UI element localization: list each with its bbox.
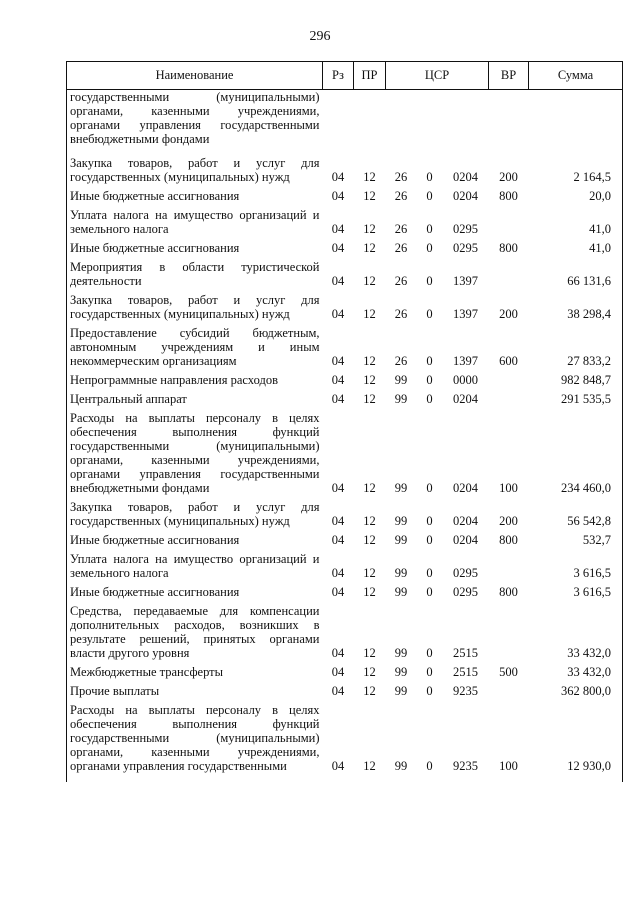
page-number: 296: [309, 29, 331, 44]
row-name: Иные бюджетные ассигнования: [67, 533, 323, 552]
row-rz: 04: [331, 189, 345, 203]
row-csr-program: 99: [394, 665, 408, 679]
row-sum: 3 616,5: [529, 585, 623, 604]
row-sum: 20,0: [529, 189, 623, 208]
row-name: Центральный аппарат: [67, 392, 323, 411]
row-vr: 200: [499, 170, 518, 184]
row-csr-code: 0295: [453, 585, 478, 599]
row-pr: 12: [363, 566, 376, 580]
row-vr: [489, 260, 529, 293]
row-csr-program: 99: [394, 392, 408, 406]
row-sum: 3 616,5: [529, 552, 623, 585]
row-rz: 04: [331, 392, 345, 406]
row-csr-program: 99: [394, 533, 408, 547]
row-pr: 12: [363, 759, 376, 773]
row-name: Расходы на выплаты персоналу в целях обеспечения выполнения функций государственными (муниципальными) органами, казенными учреждениями, органами управления государственными: [67, 703, 323, 782]
row-pr: [354, 90, 386, 157]
row-csr-program: 99: [394, 684, 408, 698]
row-vr: [489, 90, 529, 157]
row-name: Мероприятия в области туристической деятельности: [67, 260, 323, 293]
row-vr: [489, 552, 529, 585]
row-vr: 200: [499, 307, 518, 321]
row-vr: 800: [499, 585, 518, 599]
row-csr-subprogram: 0: [426, 533, 433, 547]
header-sum: Сумма: [529, 62, 623, 90]
row-name: Иные бюджетные ассигнования: [67, 241, 323, 260]
row-name: Межбюджетные трансферты: [67, 665, 323, 684]
row-csr-code: 1397: [453, 354, 478, 368]
table-row: [67, 703, 623, 782]
row-csr-program: 26: [394, 354, 408, 368]
row-sum: [529, 90, 623, 157]
row-csr-code: 0295: [453, 566, 478, 580]
row-rz: 04: [331, 684, 345, 698]
row-sum: 38 298,4: [529, 293, 623, 326]
row-sum: 12 930,0: [529, 703, 623, 782]
row-csr-subprogram: 0: [426, 585, 433, 599]
table-row: [67, 684, 623, 703]
row-vr: 100: [499, 481, 518, 495]
row-rz: 04: [331, 585, 345, 599]
row-sum: 27 833,2: [529, 326, 623, 373]
row-csr-subprogram: 0: [426, 684, 433, 698]
table-row: [67, 665, 623, 684]
row-rz: 04: [331, 222, 345, 236]
row-rz: 04: [331, 373, 345, 387]
row-csr-subprogram: [417, 90, 443, 157]
row-rz: 04: [331, 354, 345, 368]
table-body: [67, 90, 623, 783]
header-csr: ЦСР: [386, 62, 489, 90]
row-rz: 04: [331, 241, 345, 255]
row-csr-code: [443, 90, 489, 157]
row-csr-subprogram: 0: [426, 566, 433, 580]
row-name: Закупка товаров, работ и услуг для государственных (муниципальных) нужд: [67, 293, 323, 326]
row-sum: 33 432,0: [529, 665, 623, 684]
row-csr-code: 0204: [453, 392, 478, 406]
row-csr-program: 99: [394, 514, 408, 528]
row-sum: 56 542,8: [529, 500, 623, 533]
row-name: государственными (муниципальными) органами, казенными учреждениями, органами управления государственными внебюджетными фондами: [67, 90, 323, 157]
row-vr: [489, 604, 529, 665]
row-csr-program: 26: [394, 241, 408, 255]
row-csr-program: 26: [394, 170, 408, 184]
row-csr-program: 99: [394, 585, 408, 599]
row-pr: 12: [363, 481, 376, 495]
row-rz: 04: [331, 307, 345, 321]
row-csr-code: 1397: [453, 307, 478, 321]
row-csr-code: 0295: [453, 241, 478, 255]
header-rz: Рз: [323, 62, 354, 90]
row-sum: 41,0: [529, 208, 623, 241]
table-row: [67, 604, 623, 665]
header-pr: ПР: [354, 62, 386, 90]
row-rz: 04: [331, 646, 345, 660]
row-name: Иные бюджетные ассигнования: [67, 585, 323, 604]
row-sum: 291 535,5: [529, 392, 623, 411]
header-vr: ВР: [489, 62, 529, 90]
row-vr: [489, 684, 529, 703]
row-name: Уплата налога на имущество организаций и земельного налога: [67, 208, 323, 241]
table-row: [67, 392, 623, 411]
row-csr-program: 26: [394, 274, 408, 288]
row-vr: 800: [499, 533, 518, 547]
row-vr: 800: [499, 189, 518, 203]
table-row: [67, 189, 623, 208]
row-vr: 800: [499, 241, 518, 255]
row-csr-program: 99: [394, 646, 408, 660]
row-csr-program: 99: [394, 566, 408, 580]
row-csr-program: [386, 90, 417, 157]
row-vr: [489, 373, 529, 392]
table-row: [67, 241, 623, 260]
row-csr-program: 26: [394, 189, 408, 203]
row-csr-subprogram: 0: [426, 189, 433, 203]
row-name: Предоставление субсидий бюджетным, автономным учреждениям и иным некоммерческим организациям: [67, 326, 323, 373]
row-pr: 12: [363, 241, 376, 255]
row-pr: 12: [363, 373, 376, 387]
row-csr-subprogram: 0: [426, 170, 433, 184]
row-name: Расходы на выплаты персоналу в целях обеспечения выполнения функций государственными (муниципальными) органами, казенными учреждениями, органами управления государственными внебюджетными фондами: [67, 411, 323, 500]
row-vr: [489, 208, 529, 241]
row-sum: 362 800,0: [529, 684, 623, 703]
row-name: Закупка товаров, работ и услуг для государственных (муниципальных) нужд: [67, 156, 323, 189]
row-vr: 100: [499, 759, 518, 773]
row-csr-subprogram: 0: [426, 241, 433, 255]
row-csr-code: 0204: [453, 170, 478, 184]
table-row: [67, 411, 623, 500]
row-name: Уплата налога на имущество организаций и земельного налога: [67, 552, 323, 585]
row-csr-code: 0000: [453, 373, 478, 387]
row-csr-code: 0204: [453, 189, 478, 203]
row-csr-code: 9235: [453, 759, 478, 773]
row-rz: 04: [331, 170, 345, 184]
row-csr-code: 0204: [453, 514, 478, 528]
row-name: Прочие выплаты: [67, 684, 323, 703]
table-header-row: [67, 62, 623, 90]
row-sum: 41,0: [529, 241, 623, 260]
row-rz: 04: [331, 566, 345, 580]
budget-table: [66, 61, 623, 782]
table-row: [67, 533, 623, 552]
row-csr-subprogram: 0: [426, 274, 433, 288]
header-name: Наименование: [67, 62, 323, 90]
row-csr-code: 9235: [453, 684, 478, 698]
row-csr-subprogram: 0: [426, 373, 433, 387]
row-csr-program: 99: [394, 481, 408, 495]
table-row: [67, 326, 623, 373]
table-row: [67, 585, 623, 604]
row-rz: 04: [331, 759, 345, 773]
row-csr-subprogram: 0: [426, 222, 433, 236]
row-csr-code: 0204: [453, 481, 478, 495]
row-pr: 12: [363, 392, 376, 406]
row-sum: 2 164,5: [529, 156, 623, 189]
row-csr-code: 1397: [453, 274, 478, 288]
row-vr: 200: [499, 514, 518, 528]
row-csr-subprogram: 0: [426, 354, 433, 368]
row-name: Непрограммные направления расходов: [67, 373, 323, 392]
row-pr: 12: [363, 585, 376, 599]
row-vr: [489, 392, 529, 411]
row-pr: 12: [363, 533, 376, 547]
row-csr-subprogram: 0: [426, 514, 433, 528]
row-rz: 04: [331, 514, 345, 528]
row-csr-code: 0295: [453, 222, 478, 236]
table-row: [67, 260, 623, 293]
table-row: [67, 90, 623, 157]
row-name: Иные бюджетные ассигнования: [67, 189, 323, 208]
row-csr-code: 2515: [453, 665, 478, 679]
row-pr: 12: [363, 170, 376, 184]
row-csr-subprogram: 0: [426, 307, 433, 321]
row-csr-program: 26: [394, 307, 408, 321]
row-rz: 04: [331, 481, 345, 495]
row-sum: 532,7: [529, 533, 623, 552]
row-csr-subprogram: 0: [426, 481, 433, 495]
row-rz: 04: [331, 533, 345, 547]
row-csr-code: 0204: [453, 533, 478, 547]
table-row: [67, 156, 623, 189]
row-rz: 04: [331, 665, 345, 679]
row-csr-subprogram: 0: [426, 665, 433, 679]
table-row: [67, 293, 623, 326]
row-pr: 12: [363, 684, 376, 698]
row-pr: 12: [363, 354, 376, 368]
table-row: [67, 552, 623, 585]
row-pr: 12: [363, 307, 376, 321]
row-sum: 982 848,7: [529, 373, 623, 392]
row-pr: 12: [363, 222, 376, 236]
row-pr: 12: [363, 646, 376, 660]
row-csr-code: 2515: [453, 646, 478, 660]
row-name: Закупка товаров, работ и услуг для государственных (муниципальных) нужд: [67, 500, 323, 533]
row-rz: 04: [331, 274, 345, 288]
table-row: [67, 208, 623, 241]
table-row: [67, 500, 623, 533]
row-csr-program: 26: [394, 222, 408, 236]
row-csr-program: 99: [394, 759, 408, 773]
row-pr: 12: [363, 189, 376, 203]
row-pr: 12: [363, 514, 376, 528]
row-csr-subprogram: 0: [426, 646, 433, 660]
row-sum: 234 460,0: [529, 411, 623, 500]
row-csr-subprogram: 0: [426, 759, 433, 773]
row-rz: [323, 90, 354, 157]
row-name: Средства, передаваемые для компенсации дополнительных расходов, возникших в результате решений, принятых органами власти другого уровня: [67, 604, 323, 665]
row-pr: 12: [363, 274, 376, 288]
row-vr: 600: [499, 354, 518, 368]
row-csr-subprogram: 0: [426, 392, 433, 406]
row-pr: 12: [363, 665, 376, 679]
table-row: [67, 373, 623, 392]
row-vr: 500: [499, 665, 518, 679]
row-sum: 66 131,6: [529, 260, 623, 293]
row-csr-program: 99: [394, 373, 408, 387]
row-sum: 33 432,0: [529, 604, 623, 665]
